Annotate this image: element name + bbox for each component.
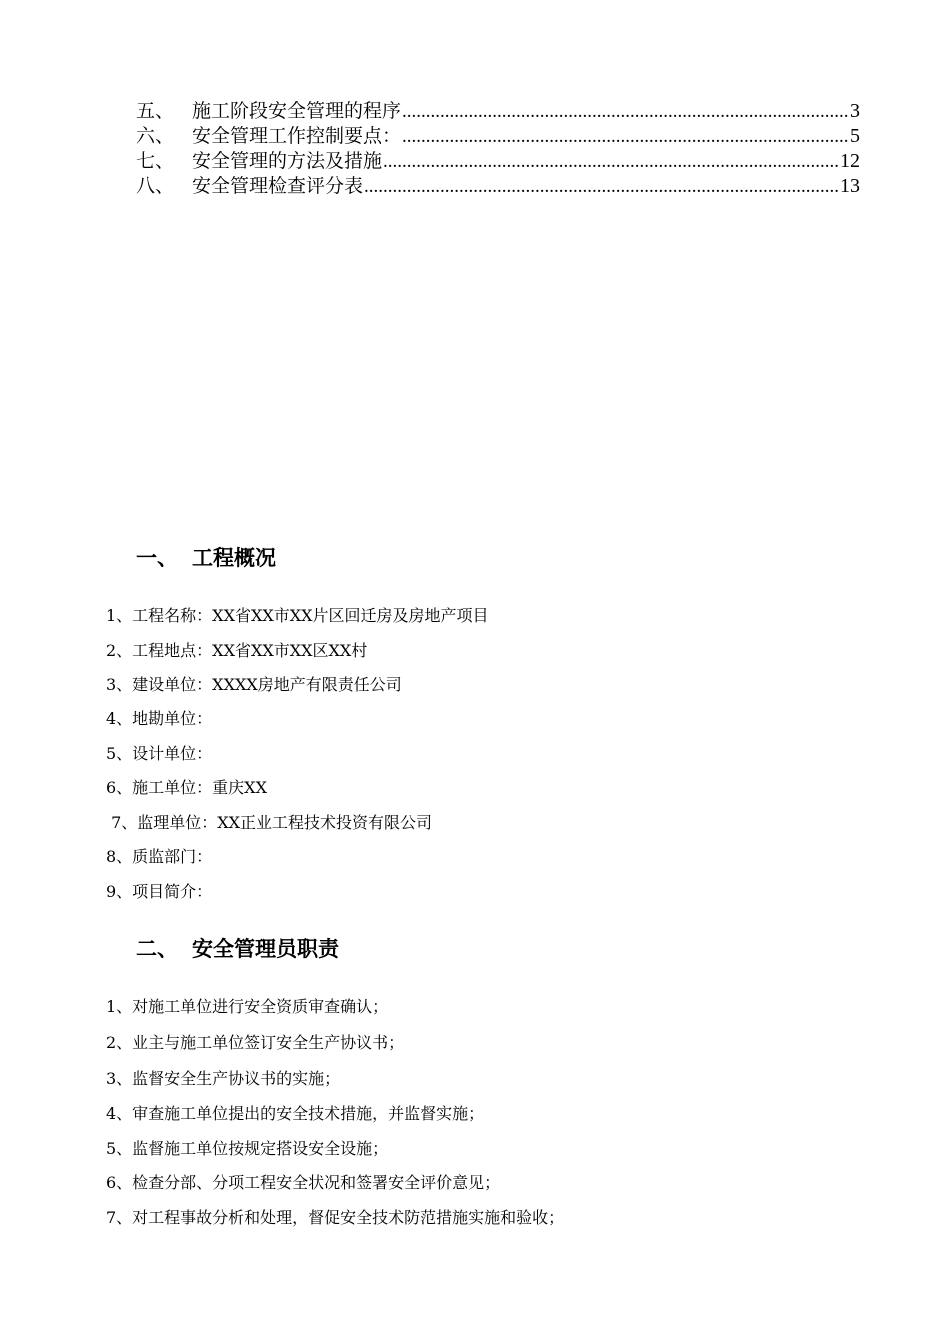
toc-leader-dots bbox=[402, 124, 849, 149]
toc-entry-title: 安全管理检查评分表 bbox=[192, 175, 364, 197]
toc-entry-page: 13 bbox=[840, 175, 860, 197]
toc-leader-dots bbox=[402, 99, 849, 124]
toc-entry-page: 3 bbox=[850, 100, 860, 122]
list-item: 1、对施工单位进行安全资质审查确认； bbox=[106, 997, 389, 1016]
list-item: 5、监督施工单位按规定搭设安全设施； bbox=[106, 1139, 389, 1158]
toc-entry-number: 五、 bbox=[136, 100, 175, 122]
list-item: 2、工程地点：XX省XX市XX区XX村 bbox=[106, 641, 368, 660]
list-item: 6、施工单位：重庆XX bbox=[106, 778, 267, 797]
toc-entry-number: 七、 bbox=[136, 150, 175, 172]
list-item: 1、工程名称：XX省XX市XX片区回迁房及房地产项目 bbox=[106, 606, 489, 625]
section-heading-safety-officer-duties bbox=[136, 934, 339, 964]
section-heading-project-overview bbox=[136, 543, 276, 573]
section-title: 安全管理员职责 bbox=[192, 936, 339, 961]
toc-leader-dots bbox=[383, 149, 839, 174]
list-item: 3、建设单位：XXXX房地产有限责任公司 bbox=[106, 675, 402, 694]
list-item: 6、检查分部、分项工程安全状况和签署安全评价意见； bbox=[106, 1173, 501, 1192]
toc-entry[interactable] bbox=[136, 149, 860, 174]
list-item: 9、项目简介： bbox=[106, 882, 213, 901]
toc-leader-dots bbox=[364, 174, 839, 199]
list-item: 2、业主与施工单位签订安全生产协议书； bbox=[106, 1033, 405, 1052]
toc-entry-number: 六、 bbox=[136, 125, 175, 147]
toc-entry[interactable] bbox=[136, 174, 860, 199]
section-number: 一、 bbox=[136, 545, 178, 570]
toc-entry-title: 安全管理的方法及措施 bbox=[192, 150, 383, 172]
list-item: 7、对工程事故分析和处理，督促安全技术防范措施实施和验收； bbox=[106, 1208, 565, 1227]
section-number: 二、 bbox=[136, 936, 178, 961]
toc-entry-page: 12 bbox=[840, 150, 860, 172]
toc-entry-number: 八、 bbox=[136, 175, 175, 197]
list-item: 8、质监部门： bbox=[106, 847, 213, 866]
list-item: 7、监理单位：XX正业工程技术投资有限公司 bbox=[106, 813, 433, 832]
toc-entry-title: 施工阶段安全管理的程序 bbox=[192, 100, 402, 122]
table-of-contents bbox=[136, 99, 860, 199]
toc-entry-page: 5 bbox=[850, 125, 860, 147]
list-item: 4、审查施工单位提出的安全技术措施，并监督实施； bbox=[106, 1104, 485, 1123]
toc-entry[interactable] bbox=[136, 99, 860, 124]
list-item: 4、地勘单位： bbox=[106, 709, 213, 728]
section-title: 工程概况 bbox=[192, 545, 276, 570]
toc-entry[interactable] bbox=[136, 124, 860, 149]
list-item: 5、设计单位： bbox=[106, 744, 213, 763]
toc-entry-title: 安全管理工作控制要点： bbox=[192, 125, 402, 147]
list-item: 3、监督安全生产协议书的实施； bbox=[106, 1069, 341, 1088]
